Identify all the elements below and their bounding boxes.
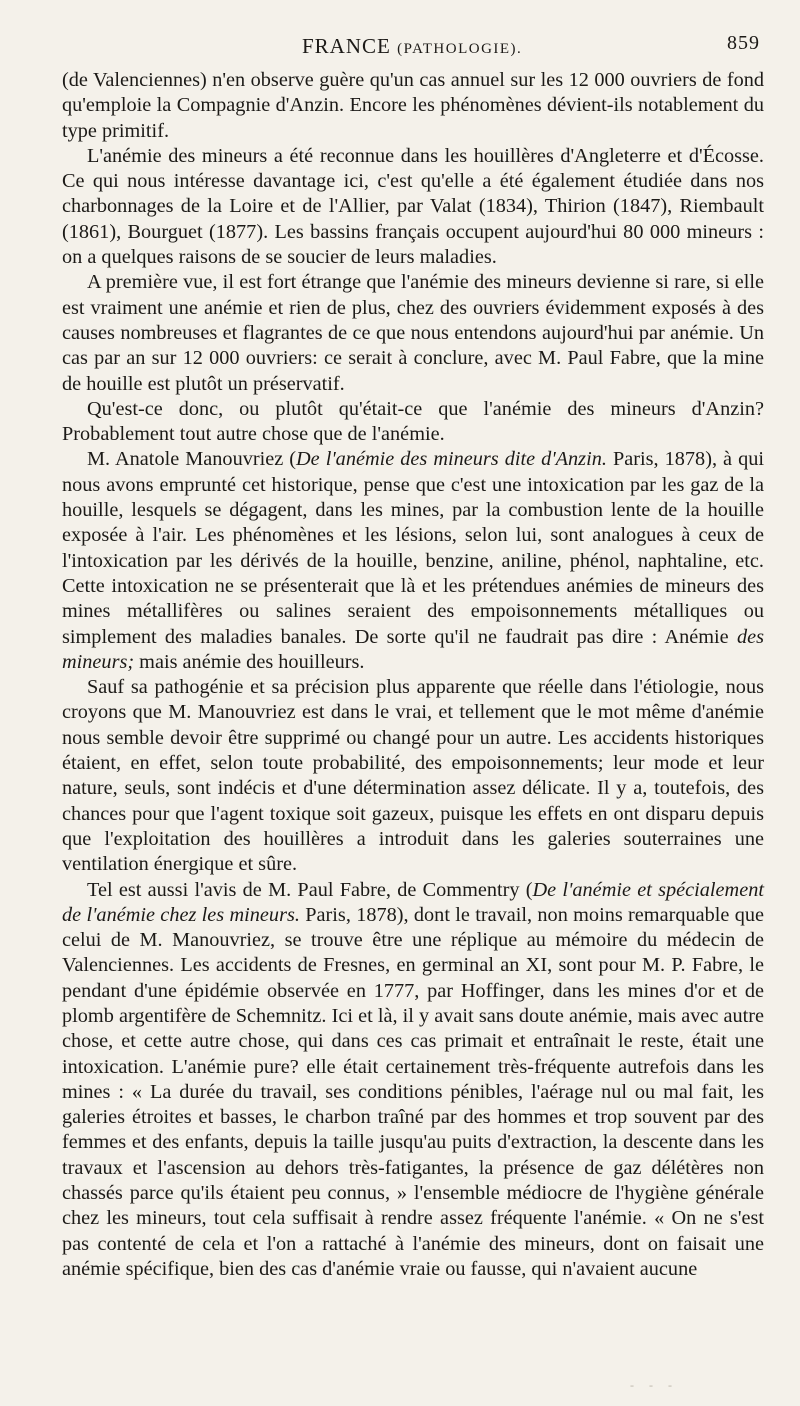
paragraph-5-before: M. Anatole Manouvriez ( (87, 448, 297, 471)
paragraph-5-after: Paris, 1878), à qui nous avons emprunté cet historique, pense que c'est une intoxication par les gaz de la houille, lesquels se dégagent, dans les mines, par la combustion lente de la houille exposée à l'air. Les phénomènes et les lésions, selon lui, sont analogues à ceux de l'intoxication par les dérivés de la houille, benzine, aniline, phénol, naphtaline, etc. Cette intoxication ne se présenterait que là et les prétendues anémies de mineurs des mines métallifères ou salines seraient des empoisonnements métalliques ou simplement des maladies banales. De sorte qu'il ne faudrait pas dire : Anémie (62, 448, 765, 648)
paragraph-4: Qu'est-ce donc, ou plutôt qu'était-ce que l'anémie des mineurs d'Anzin? Probablement tout autre chose que de l'anémie. (62, 397, 764, 446)
paragraph-7-citation: De l'anémie et spécialement de l'anémie chez les mineurs. (62, 878, 764, 926)
paragraph-7-before: Tel est aussi l'avis de M. Paul Fabre, de Commentry ( (87, 878, 533, 901)
paragraph-5-citation: De l'anémie des mineurs dite d'Anzin. (296, 448, 607, 471)
paragraph-7-after: Paris, 1878), dont le travail, non moins remarquable que celui de M. Manouvriez, se trouve être une réplique au mémoire du médecin de Valenciennes. Les accidents de Fresnes, en germinal an XI, sont pour M. P. Fabre, le pendant d'une épidémie observée en 1777, par Hoffinger, dans les mines d'or et de plomb argentifère de Schemnitz. Ici et là, il y avait sans doute anémie, mais avec autre chose, et cette autre chose, qui dans ces cas primait et entraînait le reste, était une intoxication. L'anémie pure? elle était certainement très-fréquente autrefois dans les mines : « La durée du travail, ses conditions pénibles, l'aérage nul ou mal fait, les galeries étroites et basses, le charbon traîné par des hommes et trop souvent par des femmes et des enfants, depuis la taille jusqu'au puits d'extraction, la descente dans les travaux et l'ascension au dehors très-fatigantes, la présence de gaz délétères non chassés parce qu'ils étaient peu connus, » l'ensemble médiocre de l'hygiène générale chez les mineurs, tout cela suffisait à rendre assez fréquente l'anémie. « On ne s'est pas contenté de cela et l'on a rattaché à l'anémie des mineurs, dont on faisait une anémie spécifique, bien des cas d'anémie vraie ou fausse, qui n'avaient aucune (62, 903, 764, 1280)
header-subtitle: (PATHOLOGIE). (397, 41, 523, 57)
paragraph-5-end: mais anémie des houilleurs. (134, 650, 365, 673)
body-text (62, 68, 764, 1282)
paragraph-7 (62, 878, 764, 1283)
running-header (62, 28, 764, 68)
paragraph-2: L'anémie des mineurs a été reconnue dans les houillères d'Angleterre et d'Écosse. Ce qui nous intéresse davantage ici, c'est qu'elle a été également étudiée dans nos charbonnages de la Loire et de l'Allier, par Valat (1834), Thirion (1847), Riembault (1861), Bourguet (1877). Les bassins français occupent aujourd'hui 80 000 mineurs : on a quelques raisons de se soucier de leurs maladies. (62, 144, 764, 269)
paragraph-3: A première vue, il est fort étrange que l'anémie des mineurs devienne si rare, si elle est vraiment une anémie et rien de plus, chez des ouvriers évidemment exposés à des causes nombreuses et flagrantes de ce que nous entendons aujourd'hui par anémie. Un cas par an sur 12 000 ouvriers: ce serait à conclure, avec M. Paul Fabre, que la mine de houille est plutôt un préservatif. (62, 271, 764, 395)
header-title: FRANCE (302, 34, 391, 58)
paragraph-5 (62, 447, 764, 675)
paragraph-5-emphasis: des mineurs; (62, 625, 764, 673)
page-number: 859 (727, 32, 760, 54)
footer-mark: - - - (630, 1378, 678, 1392)
paragraph-6: Sauf sa pathogénie et sa précision plus apparente que réelle dans l'étiologie, nous croyons que M. Manouvriez est dans le vrai, et tellement que le mot même d'anémie nous semble devoir être supprimé ou changé pour un autre. Les accidents historiques étaient, en effet, selon toute probabilité, des empoisonnements; leur mode et leur nature, seuls, sont indécis et d'une détermination assez délicate. Il y a, toutefois, des chances pour que l'agent toxique soit gazeux, puisque les effets en ont disparu depuis que l'exploitation des houillères a introduit dans les galeries souterraines une ventilation énergique et sûre. (62, 676, 764, 876)
running-title (302, 34, 522, 59)
paragraph-1: (de Valenciennes) n'en observe guère qu'un cas annuel sur les 12 000 ouvriers de fond qu'emploie la Compagnie d'Anzin. Encore les phénomènes dévient-ils notablement du type primitif. (62, 69, 764, 142)
